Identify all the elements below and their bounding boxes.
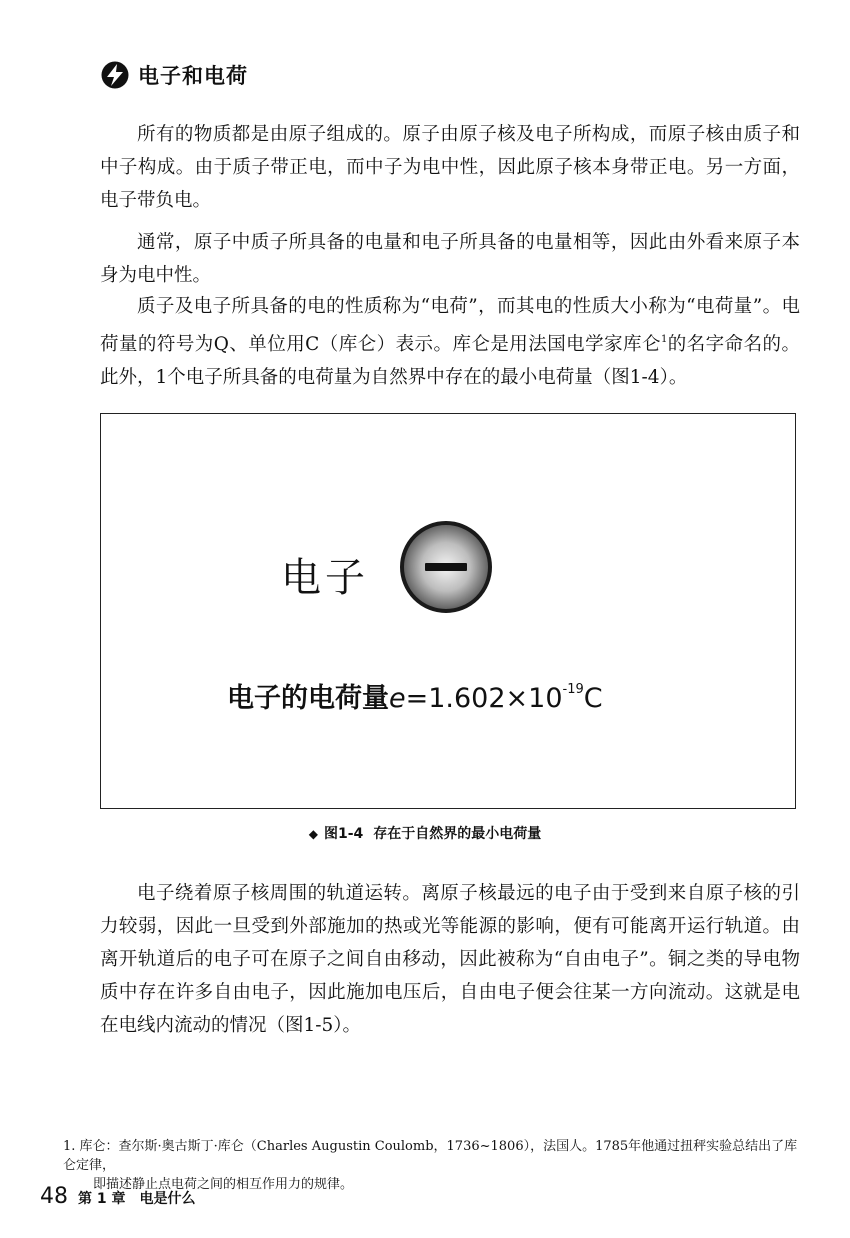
chapter-title: 电是什么 — [139, 1191, 196, 1207]
charge-symbol: e — [389, 683, 406, 714]
section-title: 电子和电荷 — [138, 64, 248, 88]
charge-unit: C — [583, 683, 603, 714]
page-number: 48 — [40, 1184, 68, 1209]
charge-formula — [227, 676, 603, 715]
charge-exponent: -19 — [562, 682, 584, 697]
paragraph-charge — [100, 290, 800, 394]
section-heading — [100, 60, 248, 90]
electron-label: 电子 — [281, 555, 369, 601]
paragraph-charge-text-b: 的名字命名的。此外，1个电子所具备的电荷量为自然界中存在的最小电荷量（图1-4）。 — [100, 334, 800, 388]
figure-caption — [0, 823, 850, 843]
page-footer — [40, 1184, 196, 1209]
charge-text: 电子的电荷量 — [227, 683, 389, 714]
figure-1-4 — [100, 413, 796, 809]
paragraph-free-electrons: 电子绕着原子核周围的轨道运转。离原子核最远的电子由于受到来自原子核的引力较弱，因此一旦受到外部施加的热或光等能源的影响，便有可能离开运行轨道。由离开轨道后的电子可在原子之间自由移动，因此被称为“自由电子”。铜之类的导电物质中存在许多自由电子，因此施加电压后，自由电子便会往某一方向流动。这就是电在电线内流动的情况（图1-5）。 — [100, 883, 800, 1036]
caption-marker: ◆ — [308, 827, 318, 841]
paragraph-atoms: 所有的物质都是由原子组成的。原子由原子核及电子所构成，而原子核由质子和中子构成。由于质子带正电，而中子为电中性，因此原子核本身带正电。另一方面，电子带负电。 — [100, 124, 800, 211]
paragraph-neutral: 通常，原子中质子所具备的电量和电子所具备的电量相等，因此由外看来原子本身为电中性。 — [100, 232, 800, 286]
electron-ball-icon — [399, 520, 493, 614]
paragraph-charge-text-a: 质子及电子所具备的电的性质称为“电荷”，而其电的性质大小称为“电荷量”。电荷量的符号为Q、单位用C（库仑）表示。库仑是用法国电学家库仑 — [100, 296, 800, 355]
charge-value: =1.602×10 — [405, 683, 563, 714]
chapter-label: 第 1 章 — [78, 1191, 126, 1207]
minus-sign-icon — [425, 563, 467, 571]
footnote-line-1: 1. 库仑：查尔斯·奥古斯丁·库仑（Charles Augustin Coulomb，1736~1806），法国人。1785年他通过扭秤实验总结出了库仑定律， — [63, 1139, 798, 1173]
caption-number: 图1-4 — [323, 826, 364, 842]
caption-text: 存在于自然界的最小电荷量 — [373, 826, 542, 842]
footnote-ref: 1 — [660, 334, 668, 345]
footnote-line-2: 即描述静止点电荷之间的相互作用力的规律。 — [93, 1177, 354, 1192]
lightning-circle-icon — [100, 60, 130, 90]
